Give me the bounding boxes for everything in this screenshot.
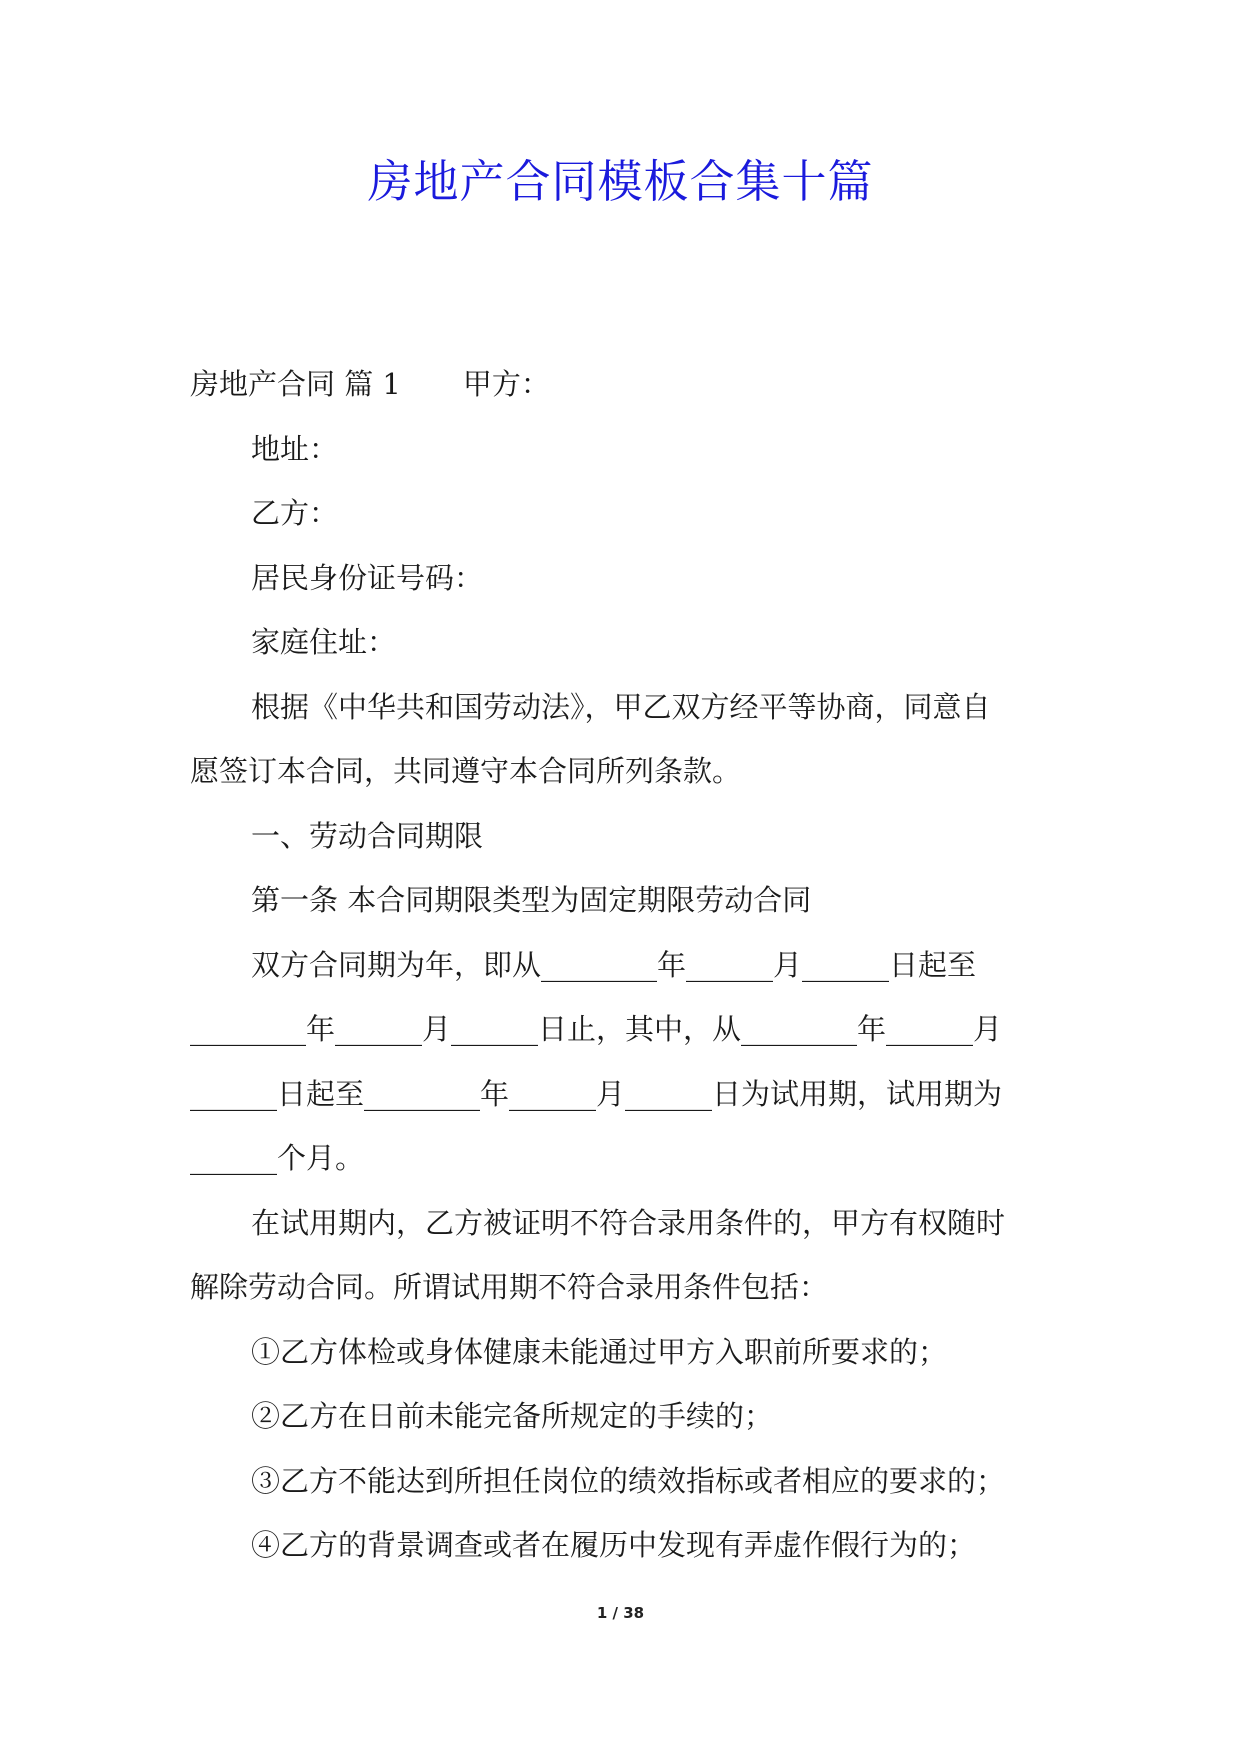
section-heading: 一、劳动合同期限 <box>251 818 484 853</box>
term-line-3: ______日起至________年______月______日为试用期，试用期为 <box>190 1076 1003 1111</box>
probation-line-2: 解除劳动合同。所谓试用期不符合录用条件包括： <box>190 1270 829 1304</box>
condition-item-4: ④乙方的背景调查或者在履历中发现有弄虚作假行为的； <box>251 1528 977 1562</box>
paragraph-id-number: 居民身份证号码： <box>251 560 484 595</box>
condition-item-3: ③乙方不能达到所担任岗位的绩效指标或者相应的要求的； <box>251 1463 1006 1498</box>
heading-line <box>190 352 1060 417</box>
document-body <box>190 352 1060 1578</box>
condition-item-1: ①乙方体检或身体健康未能通过甲方入职前所要求的； <box>251 1334 948 1369</box>
paragraph-preamble-line-2: 愿签订本合同，共同遵守本合同所列条款。 <box>190 754 742 788</box>
term-line-4: ______个月。 <box>190 1141 365 1175</box>
document-title: 房地产合同模板合集十篇 <box>367 155 874 208</box>
paragraph-home-address: 家庭住址： <box>251 625 397 659</box>
page-number: 1 / 38 <box>596 1604 645 1622</box>
paragraph-party-b: 乙方： <box>251 496 339 530</box>
paragraph-address: 地址： <box>251 431 339 466</box>
party-a-label: 甲方： <box>462 367 550 401</box>
term-line-1: 双方合同期为年，即从________年______月______日起至 <box>251 947 977 982</box>
probation-line-1: 在试用期内，乙方被证明不符合录用条件的，甲方有权随时 <box>251 1205 1006 1240</box>
term-line-2: ________年______月______日止，其中，从________年______月 <box>190 1012 1003 1046</box>
contract-heading: 房地产合同 篇 1 <box>190 367 401 401</box>
paragraph-preamble-line-1: 根据《中华共和国劳动法》，甲乙双方经平等协商，同意自 <box>251 689 991 724</box>
condition-item-2: ②乙方在日前未能完备所规定的手续的； <box>251 1399 774 1433</box>
article-1: 第一条 本合同期限类型为固定期限劳动合同 <box>251 883 812 917</box>
